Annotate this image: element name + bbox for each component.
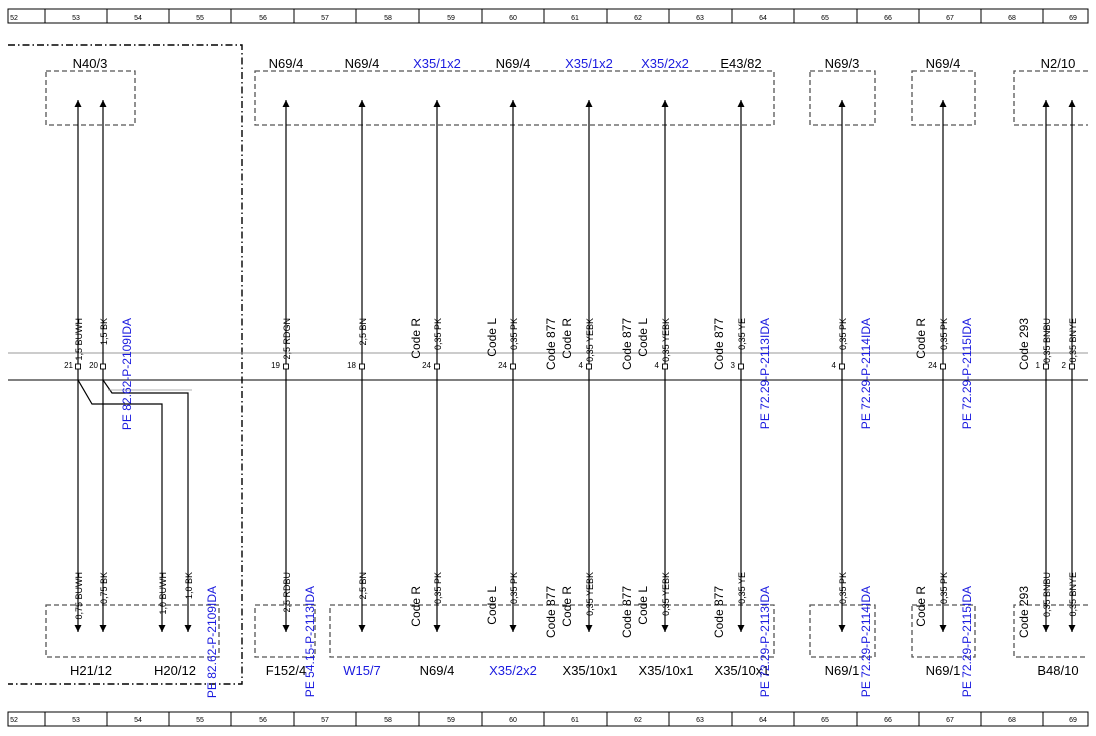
code-label: Code R	[409, 586, 423, 627]
component-label[interactable]: X35/10x1	[714, 663, 770, 678]
component-label[interactable]: F152/4	[265, 663, 307, 678]
component-label[interactable]: N69/1	[925, 663, 961, 678]
wire-spec: 0,35 PK	[509, 572, 519, 605]
ruler-number: 58	[384, 15, 392, 22]
ref-link[interactable]: PE 72.29-P-2115IDA	[960, 586, 974, 698]
wire-spec: 0,35 YE	[737, 318, 747, 350]
ruler-number: 56	[259, 15, 267, 22]
ruler-number: 57	[321, 15, 329, 22]
wire-spec: 0,35 BNYE	[1068, 572, 1078, 617]
ruler-number: 69	[1069, 717, 1077, 724]
ruler-number: 63	[696, 717, 704, 724]
ruler-number: 62	[634, 15, 642, 22]
wire-spec: 2,5 BN	[358, 318, 368, 346]
pin-number: 4	[578, 361, 583, 370]
bottom-ruler	[8, 712, 1088, 726]
ruler-number: 59	[447, 15, 455, 22]
pin-marker	[587, 364, 592, 369]
ruler-number: 61	[571, 717, 579, 724]
code-label: Code L	[485, 318, 499, 357]
ref-link[interactable]: PE 54.15-P-2113IDA	[303, 586, 317, 698]
top-ruler	[8, 9, 1088, 23]
ruler-number: 65	[821, 717, 829, 724]
code-label: Code R	[914, 586, 928, 627]
wire-spec: 1,0 BUWH	[158, 572, 168, 615]
pin-markers	[76, 364, 1075, 369]
pin-marker	[360, 364, 365, 369]
wire-spec: 2,5 RDBU	[282, 572, 292, 613]
pin-number: 24	[498, 361, 507, 370]
ruler-number: 66	[884, 717, 892, 724]
code-label: Code L	[636, 586, 650, 625]
code-label: Code 877	[712, 586, 726, 639]
ref-link[interactable]: PE 82.62-P-2109IDA	[120, 318, 134, 431]
component-label[interactable]: N69/4	[495, 56, 531, 71]
bottom-code-labels	[409, 586, 1031, 638]
pin-marker	[101, 364, 106, 369]
code-label: Code L	[636, 318, 650, 357]
component-box-N69-4-group[interactable]	[255, 71, 774, 125]
wire-spec: 0,35 YEBK	[585, 318, 595, 362]
pin-marker	[284, 364, 289, 369]
ruler-number: 63	[696, 15, 704, 22]
wire-spec: 0,35 YE	[737, 572, 747, 604]
pin-marker	[511, 364, 516, 369]
component-label[interactable]: N40/3	[72, 56, 108, 71]
wire[interactable]	[103, 380, 188, 632]
pin-marker	[941, 364, 946, 369]
ruler-number: 53	[72, 15, 80, 22]
ruler-number: 57	[321, 717, 329, 724]
wire-spec: 0,35 PK	[509, 318, 519, 351]
ruler-number: 60	[509, 15, 517, 22]
ref-link[interactable]: PE 72.29-P-2115IDA	[960, 318, 974, 430]
pin-number: 18	[347, 361, 356, 370]
pin-number: 1	[1035, 361, 1040, 370]
ruler-number: 61	[571, 15, 579, 22]
ruler-number: 67	[946, 15, 954, 22]
ref-link[interactable]: PE 72.29-P-2113IDA	[758, 318, 772, 430]
ruler-number: 67	[946, 717, 954, 724]
component-label[interactable]: X35/10x1	[562, 663, 618, 678]
code-label: Code 877	[544, 318, 558, 371]
code-label: Code 293	[1017, 586, 1031, 639]
pin-number: 21	[64, 361, 73, 370]
ref-link[interactable]: PE 72.29-P-2113IDA	[758, 586, 772, 698]
code-label: Code 877	[712, 318, 726, 371]
component-label[interactable]: N69/1	[824, 663, 860, 678]
ruler-number: 68	[1008, 15, 1016, 22]
wire-spec: 2,5 RDGN	[282, 318, 292, 360]
wire-spec: 0,35 PK	[433, 318, 443, 351]
wire-spec: 0,35 YEBK	[585, 572, 595, 616]
ref-link[interactable]: PE 72.29-P-2114IDA	[859, 586, 873, 698]
pin-number: 19	[271, 361, 280, 370]
code-label: Code L	[485, 586, 499, 625]
code-label: Code R	[914, 318, 928, 359]
component-link[interactable]: X35/1x2	[413, 56, 461, 71]
pin-marker	[76, 364, 81, 369]
wire-spec: 1,5 BK	[99, 318, 109, 346]
ruler-number: 54	[134, 15, 142, 22]
pin-marker	[840, 364, 845, 369]
wire-spec: 0,35 PK	[939, 572, 949, 605]
code-label: Code R	[560, 318, 574, 359]
component-box-N2-10[interactable]	[1014, 71, 1088, 125]
component-label[interactable]: H21/12	[70, 663, 112, 678]
component-label[interactable]: H20/12	[154, 663, 196, 678]
component-box-N40-3[interactable]	[46, 71, 135, 125]
ruler-number: 56	[259, 717, 267, 724]
component-link[interactable]: W15/7	[343, 663, 381, 678]
top-component-labels	[73, 56, 1076, 71]
component-link[interactable]: X35/2x2	[489, 663, 537, 678]
wire-spec: 0,35 BNBU	[1042, 318, 1052, 364]
wire-spec: 0,75 BK	[99, 572, 109, 605]
component-label[interactable]: N69/4	[419, 663, 455, 678]
code-label: Code 877	[620, 586, 634, 639]
pin-marker	[1044, 364, 1049, 369]
component-label[interactable]: B48/10	[1037, 663, 1079, 678]
wire-spec: 0,75 BUWH	[74, 572, 84, 620]
wire-spec: 0,35 YEBK	[661, 572, 671, 616]
pin-number: 3	[730, 361, 735, 370]
pin-number: 24	[928, 361, 937, 370]
component-label[interactable]: N69/4	[268, 56, 304, 71]
component-link[interactable]: X35/1x2	[565, 56, 613, 71]
wire-spec: 2,5 BN	[358, 572, 368, 600]
pin-marker	[1070, 364, 1075, 369]
bottom-component-labels	[70, 663, 1079, 678]
ref-link[interactable]: PE 72.29-P-2114IDA	[859, 318, 873, 430]
component-label[interactable]: N69/4	[344, 56, 380, 71]
ruler-number: 60	[509, 717, 517, 724]
component-label[interactable]: N69/4	[925, 56, 961, 71]
code-label: Code R	[409, 318, 423, 359]
ruler-number: 64	[759, 717, 767, 724]
wire-spec: 0,35 BNBU	[1042, 572, 1052, 618]
ruler-number: 62	[634, 717, 642, 724]
pin-marker	[739, 364, 744, 369]
ruler-number: 52	[10, 15, 18, 22]
component-label[interactable]: N2/10	[1040, 56, 1076, 71]
wire-spec: 0,35 PK	[838, 572, 848, 605]
wire-spec: 1,5 BUWH	[74, 318, 84, 361]
wire-spec: 0,35 PK	[939, 318, 949, 351]
ruler-number: 59	[447, 717, 455, 724]
ruler-number: 58	[384, 717, 392, 724]
ruler-number: 53	[72, 717, 80, 724]
ruler-number: 55	[196, 717, 204, 724]
ruler-number: 68	[1008, 717, 1016, 724]
wire-spec: 0,35 PK	[838, 318, 848, 351]
ruler-number: 69	[1069, 15, 1077, 22]
ruler-number: 66	[884, 15, 892, 22]
component-label[interactable]: X35/10x1	[638, 663, 694, 678]
pin-numbers	[64, 361, 1066, 370]
wire-spec: 0,35 BNYE	[1068, 318, 1078, 363]
wire-spec: 0,35 PK	[433, 572, 443, 605]
component-link[interactable]: X35/2x2	[641, 56, 689, 71]
ruler-number: 65	[821, 15, 829, 22]
pin-number: 4	[831, 361, 836, 370]
pin-number: 4	[654, 361, 659, 370]
code-label: Code R	[560, 586, 574, 627]
ruler-number: 52	[10, 717, 18, 724]
code-label: Code 877	[544, 586, 558, 639]
component-label[interactable]: E43/82	[720, 56, 762, 71]
pin-number: 24	[422, 361, 431, 370]
code-label: Code 877	[620, 318, 634, 371]
pin-marker	[663, 364, 668, 369]
component-label[interactable]: N69/3	[824, 56, 860, 71]
component-box-H21-H20[interactable]	[46, 605, 219, 657]
ruler-number: 54	[134, 717, 142, 724]
pin-number: 20	[89, 361, 98, 370]
pin-marker	[435, 364, 440, 369]
code-label: Code 293	[1017, 318, 1031, 371]
wire-spec: 1,0 BK	[184, 572, 194, 600]
ruler-number: 55	[196, 15, 204, 22]
wire-spec: 0,35 YEBK	[661, 318, 671, 362]
top-component-boxes	[46, 71, 1088, 125]
ruler-number: 64	[759, 15, 767, 22]
ref-link[interactable]: PE 82.62-P-2109IDA	[205, 586, 219, 699]
pin-number: 2	[1061, 361, 1066, 370]
